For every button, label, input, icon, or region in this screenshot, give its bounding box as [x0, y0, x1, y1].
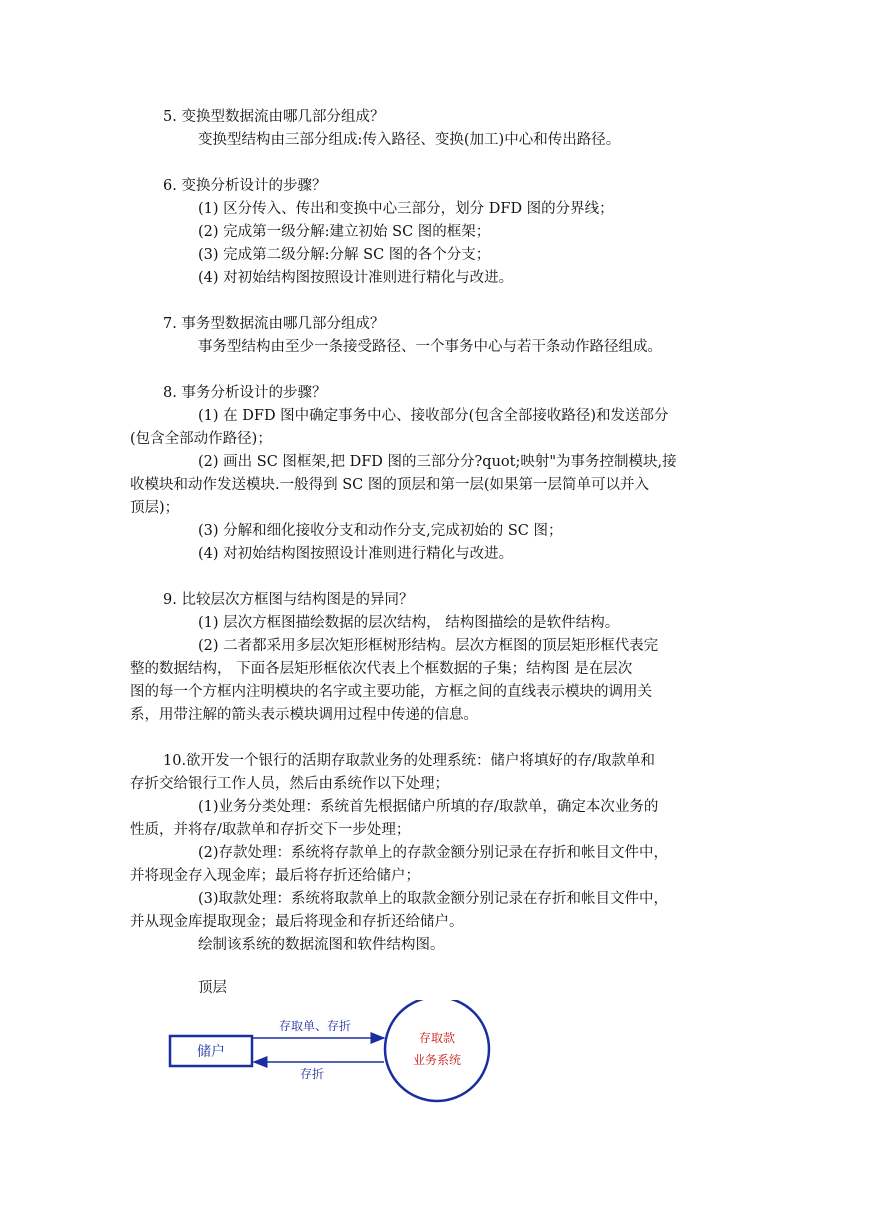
q8-step-2-cont2: 顶层)； — [130, 500, 180, 516]
q6-step-1: (1) 区分传入、传出和变换中心三部分，划分 DFD 图的分界线； — [198, 201, 614, 217]
flow-out-label: 存折 — [299, 1067, 325, 1081]
q10-item-2: (2)存款处理：系统将存款单上的存款金额分别记录在存折和帐目文件中， — [198, 845, 669, 861]
q8-step-4: (4) 对初始结构图按照设计准则进行精化与改进。 — [198, 546, 514, 562]
q10-heading-cont: 存折交给银行工作人员，然后由系统作以下处理； — [130, 776, 449, 792]
q10-item-1-cont: 性质，并将存/取款单和存折交下一步处理； — [130, 822, 411, 838]
q10-item-3-cont: 并从现金库提取现金；最后将现金和存折还给储户。 — [130, 914, 464, 930]
q6-step-2: (2) 完成第一级分解:建立初始 SC 图的框架； — [198, 224, 491, 240]
q9-heading: 9. 比较层次方框图与结构图是的异同？ — [163, 592, 414, 608]
q8-step-3: (3) 分解和细化接收分支和动作分支,完成初始的 SC 图； — [198, 523, 563, 539]
q9-point-2: (2) 二者都采用多层次矩形框树形结构。层次方框图的顶层矩形框代表完 — [198, 638, 659, 654]
q8-step-2-cont1: 收模块和动作发送模块.一般得到 SC 图的顶层和第一层(如果第一层简单可以并入 — [130, 477, 650, 493]
q8-heading: 8. 事务分析设计的步骤？ — [163, 385, 327, 401]
q8-step-1-cont: (包含全部动作路径)； — [130, 431, 272, 447]
q6-step-4: (4) 对初始结构图按照设计准则进行精化与改进。 — [198, 270, 514, 286]
q7-answer: 事务型结构由至少一条接受路径、一个事务中心与若干条动作路径组成。 — [198, 339, 662, 355]
q8-step-1: (1) 在 DFD 图中确定事务中心、接收部分(包含全部接收路径)和发送部分 — [198, 408, 669, 424]
process-label-line1: 存取款 — [418, 1031, 456, 1045]
top-level-label: 顶层 — [198, 980, 227, 996]
q9-point-2-cont3: 系，用带注解的箭头表示模块调用过程中传递的信息。 — [130, 707, 478, 723]
process-circle — [385, 1000, 489, 1101]
entity-label: 储户 — [197, 1044, 225, 1060]
dfd-diagram — [160, 1000, 500, 1110]
q6-heading: 6. 变换分析设计的步骤？ — [163, 178, 327, 194]
process-label-line2: 业务系统 — [412, 1053, 462, 1067]
q8-step-2: (2) 画出 SC 图框架,把 DFD 图的三部分分?quot;映射"为事务控制模块,接 — [198, 454, 677, 470]
q10-item-1: (1)业务分类处理：系统首先根据储户所填的存/取款单，确定本次业务的 — [198, 799, 659, 815]
q10-task: 绘制该系统的数据流图和软件结构图。 — [198, 937, 445, 953]
q6-step-3: (3) 完成第二级分解:分解 SC 图的各个分支； — [198, 247, 491, 263]
flow-in-label: 存取单、存折 — [278, 1019, 352, 1033]
q7-heading: 7. 事务型数据流由哪几部分组成？ — [163, 316, 385, 332]
q5-answer: 变换型结构由三部分组成:传入路径、变换(加工)中心和传出路径。 — [198, 132, 621, 148]
q10-item-3: (3)取款处理：系统将取款单上的取款金额分别记录在存折和帐目文件中， — [198, 891, 669, 907]
q5-heading: 5. 变换型数据流由哪几部分组成？ — [163, 109, 385, 125]
q10-item-2-cont: 并将现金存入现金库；最后将存折还给储户； — [130, 868, 420, 884]
q9-point-1: (1) 层次方框图描绘数据的层次结构， 结构图描绘的是软件结构。 — [198, 615, 620, 631]
q9-point-2-cont2: 图的每一个方框内注明模块的名字或主要功能，方框之间的直线表示模块的调用关 — [130, 684, 652, 700]
q10-heading: 10.欲开发一个银行的活期存取款业务的处理系统：储户将填好的存/取款单和 — [163, 753, 655, 769]
q9-point-2-cont1: 整的数据结构， 下面各层矩形框依次代表上个框数据的子集；结构图 是在层次 — [130, 661, 633, 677]
